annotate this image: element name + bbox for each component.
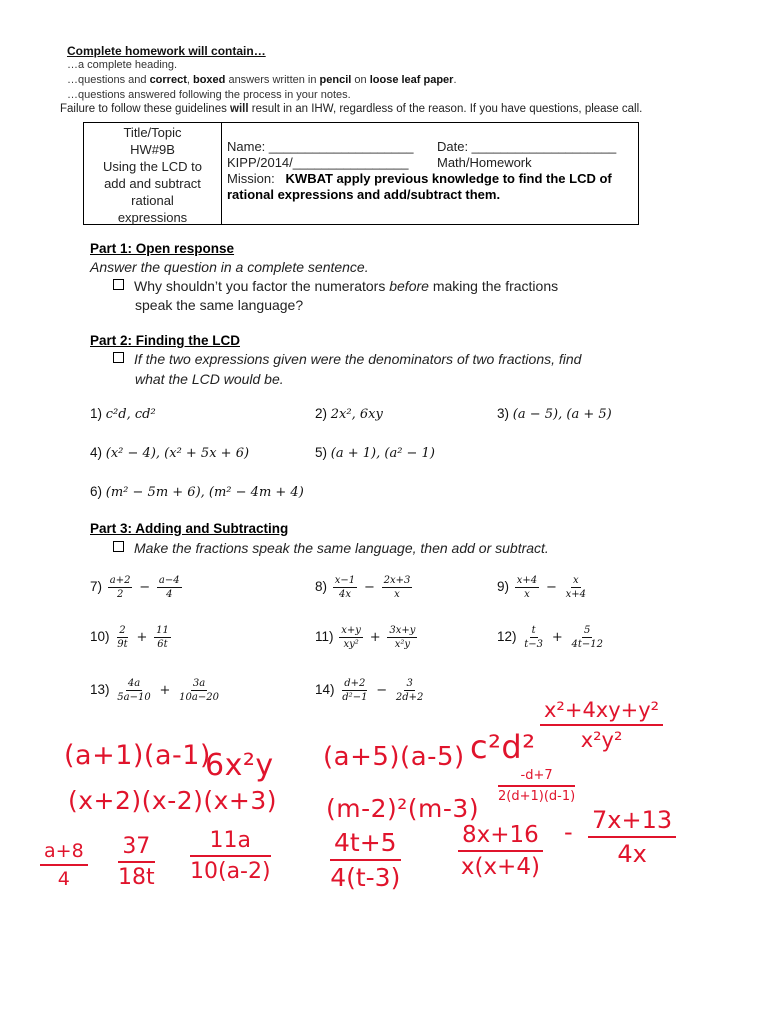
instruction-text: on [351,74,370,86]
handwritten-answer-2: 6x²y [205,748,274,783]
handwritten-answer-3: (a+5)(a-5) [323,742,465,772]
question-emphasis: before [389,278,429,294]
problem-10 [90,624,173,651]
problem-number: 5) [315,445,328,460]
operator: − [545,580,557,596]
problem-number: 2) [315,406,328,421]
name-field[interactable]: Name: ____________________ [227,139,414,154]
handwritten-answer-6: (m-2)²(m-3) [326,794,480,823]
fraction [569,624,604,651]
fraction [564,574,588,601]
answer-denominator: 4 [57,868,70,890]
problem-expression: (x² − 4), (x² + 5x + 6) [105,446,250,461]
fraction [339,624,363,651]
problem-2 [315,406,383,422]
instruction-line-3: …questions answered following the process in your notes. [67,89,351,101]
handwritten-answer-8 [458,822,543,880]
operator: + [159,683,171,699]
problem-4 [90,445,249,461]
fraction [515,574,539,601]
problem-expression: (a + 1), (a² − 1) [330,446,435,461]
operator: − [363,580,375,596]
handwritten-answer-5: (a+1)(a-1) [64,740,211,771]
numerator: 5 [584,625,591,636]
mission-label: Mission: [227,171,275,186]
numerator: 3x+y [389,625,416,636]
problem-11 [315,624,419,651]
mission-text: KWBAT apply previous knowledge to find the LCD of [285,171,612,186]
topic-line: rational [131,193,174,208]
answer-numerator: 4t+5 [330,828,401,861]
part1-question-line2: speak the same language? [135,297,304,313]
numerator: 11 [156,625,169,636]
fraction [522,624,545,651]
instruction-text: …questions and [67,74,150,86]
handwritten-answer-14 [498,768,575,804]
problem-number: 9) [497,579,510,595]
instruction-line-2 [67,74,457,87]
numerator: x−1 [334,575,356,586]
denominator: 6t [157,639,168,650]
denominator: 4 [166,589,173,600]
numerator: x+4 [516,575,538,586]
numerator: d+2 [344,678,366,689]
operator: + [551,630,563,646]
fraction [177,677,221,704]
fraction [115,677,152,704]
handwritten-answer-13 [190,828,271,884]
numerator: 4a [127,678,141,689]
handwritten-answer-12 [330,828,401,892]
checkbox-icon[interactable] [113,279,124,290]
denominator: d²−1 [342,692,368,703]
problem-9 [497,574,590,601]
problem-number: 10) [90,629,110,645]
instruction-bold: correct [149,74,187,86]
numerator: 2x+3 [383,575,411,586]
denominator: 10a−20 [179,692,219,703]
answer-numerator: 11a [190,828,271,857]
operator: + [136,630,148,646]
problem-13 [90,677,223,704]
topic-line: add and subtract [104,176,201,191]
checkbox-icon[interactable] [113,541,124,552]
answer-denominator: 2(d+1)(d-1) [498,789,576,804]
denominator: 5a−10 [117,692,151,703]
denominator: x [394,589,400,600]
part2-instruction [113,350,581,369]
problem-6 [90,484,304,500]
topic-line: Using the LCD to [103,159,202,174]
handwritten-answer-10 [118,834,155,890]
fraction [382,574,413,601]
numerator: a−4 [158,575,180,586]
operator: − [139,580,151,596]
subject-label: Math/Homework [437,155,532,170]
problem-number: 8) [315,579,328,595]
part3-instruction [113,539,549,558]
numerator: 3a [192,678,206,689]
problem-8 [315,574,414,601]
fraction [394,677,426,704]
fraction [340,677,369,704]
numerator: t [531,625,536,636]
fraction [154,624,171,651]
checkbox-icon[interactable] [113,352,124,363]
mission-line [227,171,638,187]
instruction-text: Make the fractions speak the same language, then add or subtract. [134,540,549,556]
handwritten-answer-1: c²d² [470,728,536,766]
kipp-field[interactable]: KIPP/2014/________________ [227,155,409,170]
answer-numerator: 8x+16 [458,822,543,852]
handwritten-answer-7 [40,840,88,890]
denominator: x+4 [565,589,586,600]
operator: + [369,630,381,646]
question-text: Why shouldn’t you factor the numerators [134,278,390,294]
question-text: making the fractions [428,278,559,294]
hw-number: HW#9B [130,142,175,157]
problem-number: 12) [497,629,517,645]
answer-numerator: -d+7 [498,768,575,787]
handwritten-answer-9 [588,806,676,868]
part1-title: Part 1: Open response [90,241,235,256]
answer-numerator: 7x+13 [588,806,676,838]
problem-number: 11) [315,629,334,645]
problem-3 [497,406,612,422]
instruction-text: answers written in [225,74,320,86]
instruction-bold: boxed [192,74,226,86]
failure-notice [60,103,642,115]
problem-expression: c²d, cd² [105,407,156,422]
problem-number: 6) [90,484,103,499]
answer-numerator: a+8 [40,840,88,866]
numerator: a+2 [109,575,131,586]
handwritten-answer-4: (x+2)(x-2)(x+3) [68,786,278,815]
answer-numerator: 37 [118,834,155,863]
problem-5 [315,445,435,461]
instruction-text: If the two expressions given were the denominators of two fractions, find [134,351,582,367]
part2-instruction-line2: what the LCD would be. [135,371,284,387]
student-info-cell [222,123,638,224]
problem-14 [315,677,427,704]
failure-bold: will [230,103,249,115]
fraction [115,624,129,651]
instructions-title: Complete homework will contain… [67,44,266,58]
failure-text: Failure to follow these guidelines [60,103,231,115]
denominator: 9t [117,639,128,650]
problem-number: 7) [90,579,103,595]
answer-denominator: x(x+4) [460,854,540,880]
instruction-bold: loose leaf paper [369,74,454,86]
mission-text-2: rational expressions and add/subtract them. [227,187,501,202]
problem-7 [90,574,184,601]
answer-denominator: 4(t-3) [330,863,401,892]
instruction-bold: pencil [319,74,352,86]
part2-title: Part 2: Finding the LCD [90,333,240,348]
title-topic-cell [84,123,222,224]
fraction [387,624,417,651]
fraction [333,574,357,601]
part1-instruction: Answer the question in a complete sentence. [90,259,369,275]
handwritten-answer-11 [540,698,663,752]
numerator: 3 [406,678,413,689]
heading-box [83,122,639,225]
problem-number: 13) [90,682,110,698]
fraction [157,574,182,601]
denominator: x [524,589,530,600]
date-field[interactable]: Date: ____________________ [437,139,617,154]
problem-expression: (a − 5), (a + 5) [512,407,612,422]
operator: − [376,683,388,699]
denominator: x²y [394,639,411,650]
instruction-line-1: …a complete heading. [67,59,178,71]
answer-denominator: 10(a-2) [190,859,271,884]
problem-number: 4) [90,445,103,460]
problem-number: 1) [90,406,103,421]
fraction [108,574,133,601]
denominator: 4x [338,589,351,600]
numerator: 2 [119,625,126,636]
numerator: x [572,575,579,586]
denominator: t−3 [524,639,544,650]
failure-text: result in an IHW, regardless of the reason. If you have questions, please call. [248,103,643,115]
denominator: xy² [343,639,359,650]
handwritten-answer-9-sign: - [564,818,574,846]
part3-title: Part 3: Adding and Subtracting [90,521,289,536]
answer-numerator: x²+4xy+y² [540,698,663,726]
denominator: 4t−12 [571,639,603,650]
instruction-text: , [186,74,193,86]
answer-denominator: x²y² [580,728,623,752]
problem-number: 3) [497,406,510,421]
numerator: x+y [341,625,361,636]
instruction-text: . [453,74,457,86]
answer-denominator: 18t [118,865,155,890]
denominator: 2 [116,589,124,600]
problem-12 [497,624,607,651]
title-label: Title/Topic [123,125,182,140]
problem-expression: 2x², 6xy [330,407,383,422]
problem-expression: (m² − 5m + 6), (m² − 4m + 4) [105,485,304,500]
topic-line: expressions [117,210,188,225]
denominator: 2d+2 [395,692,424,703]
problem-1 [90,406,156,422]
answer-denominator: 4x [617,840,647,868]
part1-question [113,277,558,296]
problem-number: 14) [315,682,335,698]
